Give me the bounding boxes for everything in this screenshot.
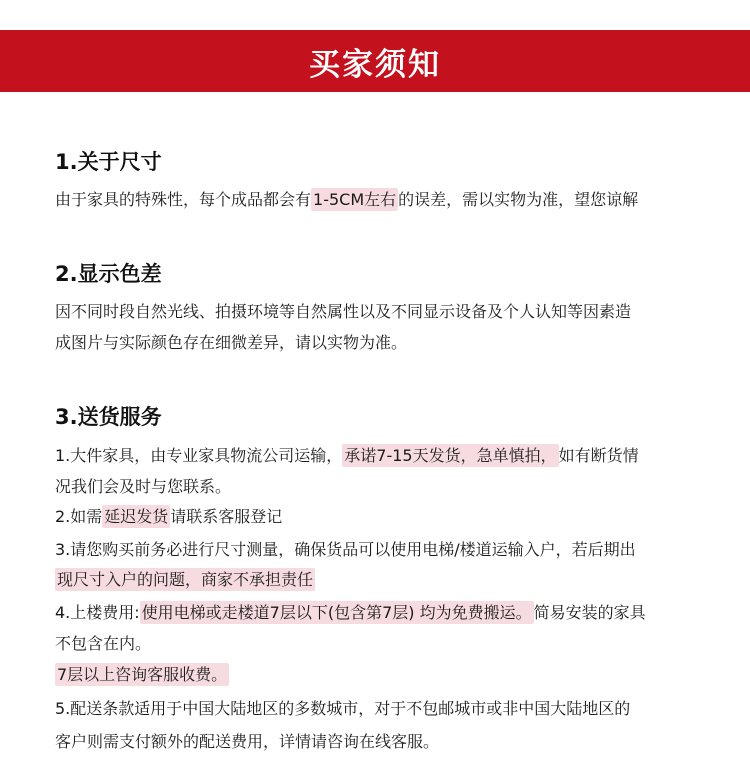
- text-segment: 的误差，需以实物为准，望您谅解: [398, 190, 639, 209]
- delivery-item-5-cont: 客户则需支付额外的配送费用，详情请咨询在线客服。: [55, 732, 440, 751]
- text-segment: 4.上楼费用:: [55, 603, 140, 622]
- delivery-item-3: 3.请您购买前务必进行尺寸测量，确保货品可以使用电梯/楼道运输入户，若后期出: [55, 540, 636, 559]
- section-title-size: 1.关于尺寸: [55, 150, 162, 174]
- delivery-item-3-cont: [55, 568, 315, 592]
- delivery-item-4-cont: 不包含在内。: [55, 634, 152, 653]
- text-segment: 请联系客服登记: [170, 507, 283, 526]
- text-segment: 简易安装的家具: [533, 603, 646, 622]
- delivery-item-4: [55, 601, 646, 625]
- page-title: 买家须知: [309, 46, 441, 83]
- delivery-item-2: [55, 505, 282, 529]
- highlight-delay: 延迟发货: [104, 507, 169, 526]
- section-title-delivery: 3.送货服务: [55, 405, 162, 429]
- section-title-color: 2.显示色差: [55, 262, 162, 286]
- highlight-shipping-time: 承诺7-15天发货，急单慎拍，: [344, 446, 557, 465]
- text-segment: 如有断货情: [558, 446, 639, 465]
- text-segment: 1.大件家具，由专业家具物流公司运输，: [55, 446, 343, 465]
- delivery-item-1-cont: 况我们会及时与您联系。: [55, 477, 232, 496]
- size-paragraph: [55, 188, 638, 212]
- highlight-tolerance: 1-5CM左右: [313, 190, 397, 209]
- highlight-extra-fee: 7层以上咨询客服收费。: [57, 665, 228, 684]
- delivery-item-4-note: [55, 663, 229, 687]
- highlight-liability: 现尺寸入户的问题，商家不承担责任: [57, 570, 314, 589]
- color-paragraph-line-1: 因不同时段自然光线、拍摄环境等自然属性以及不同显示设备及个人认知等因素造: [55, 302, 632, 321]
- page-header-banner: [0, 30, 750, 92]
- text-segment: 2.如需: [55, 507, 103, 526]
- highlight-free-carry: 使用电梯或走楼道7层以下(包含第7层) 均为免费搬运。: [141, 603, 532, 622]
- delivery-item-1: [55, 444, 639, 468]
- color-paragraph-line-2: 成图片与实际颜色存在细微差异，请以实物为准。: [55, 333, 408, 352]
- text-segment: 由于家具的特殊性，每个成品都会有: [55, 190, 312, 209]
- delivery-item-5: 5.配送条款适用于中国大陆地区的多数城市，对于不包邮城市或非中国大陆地区的: [55, 699, 631, 718]
